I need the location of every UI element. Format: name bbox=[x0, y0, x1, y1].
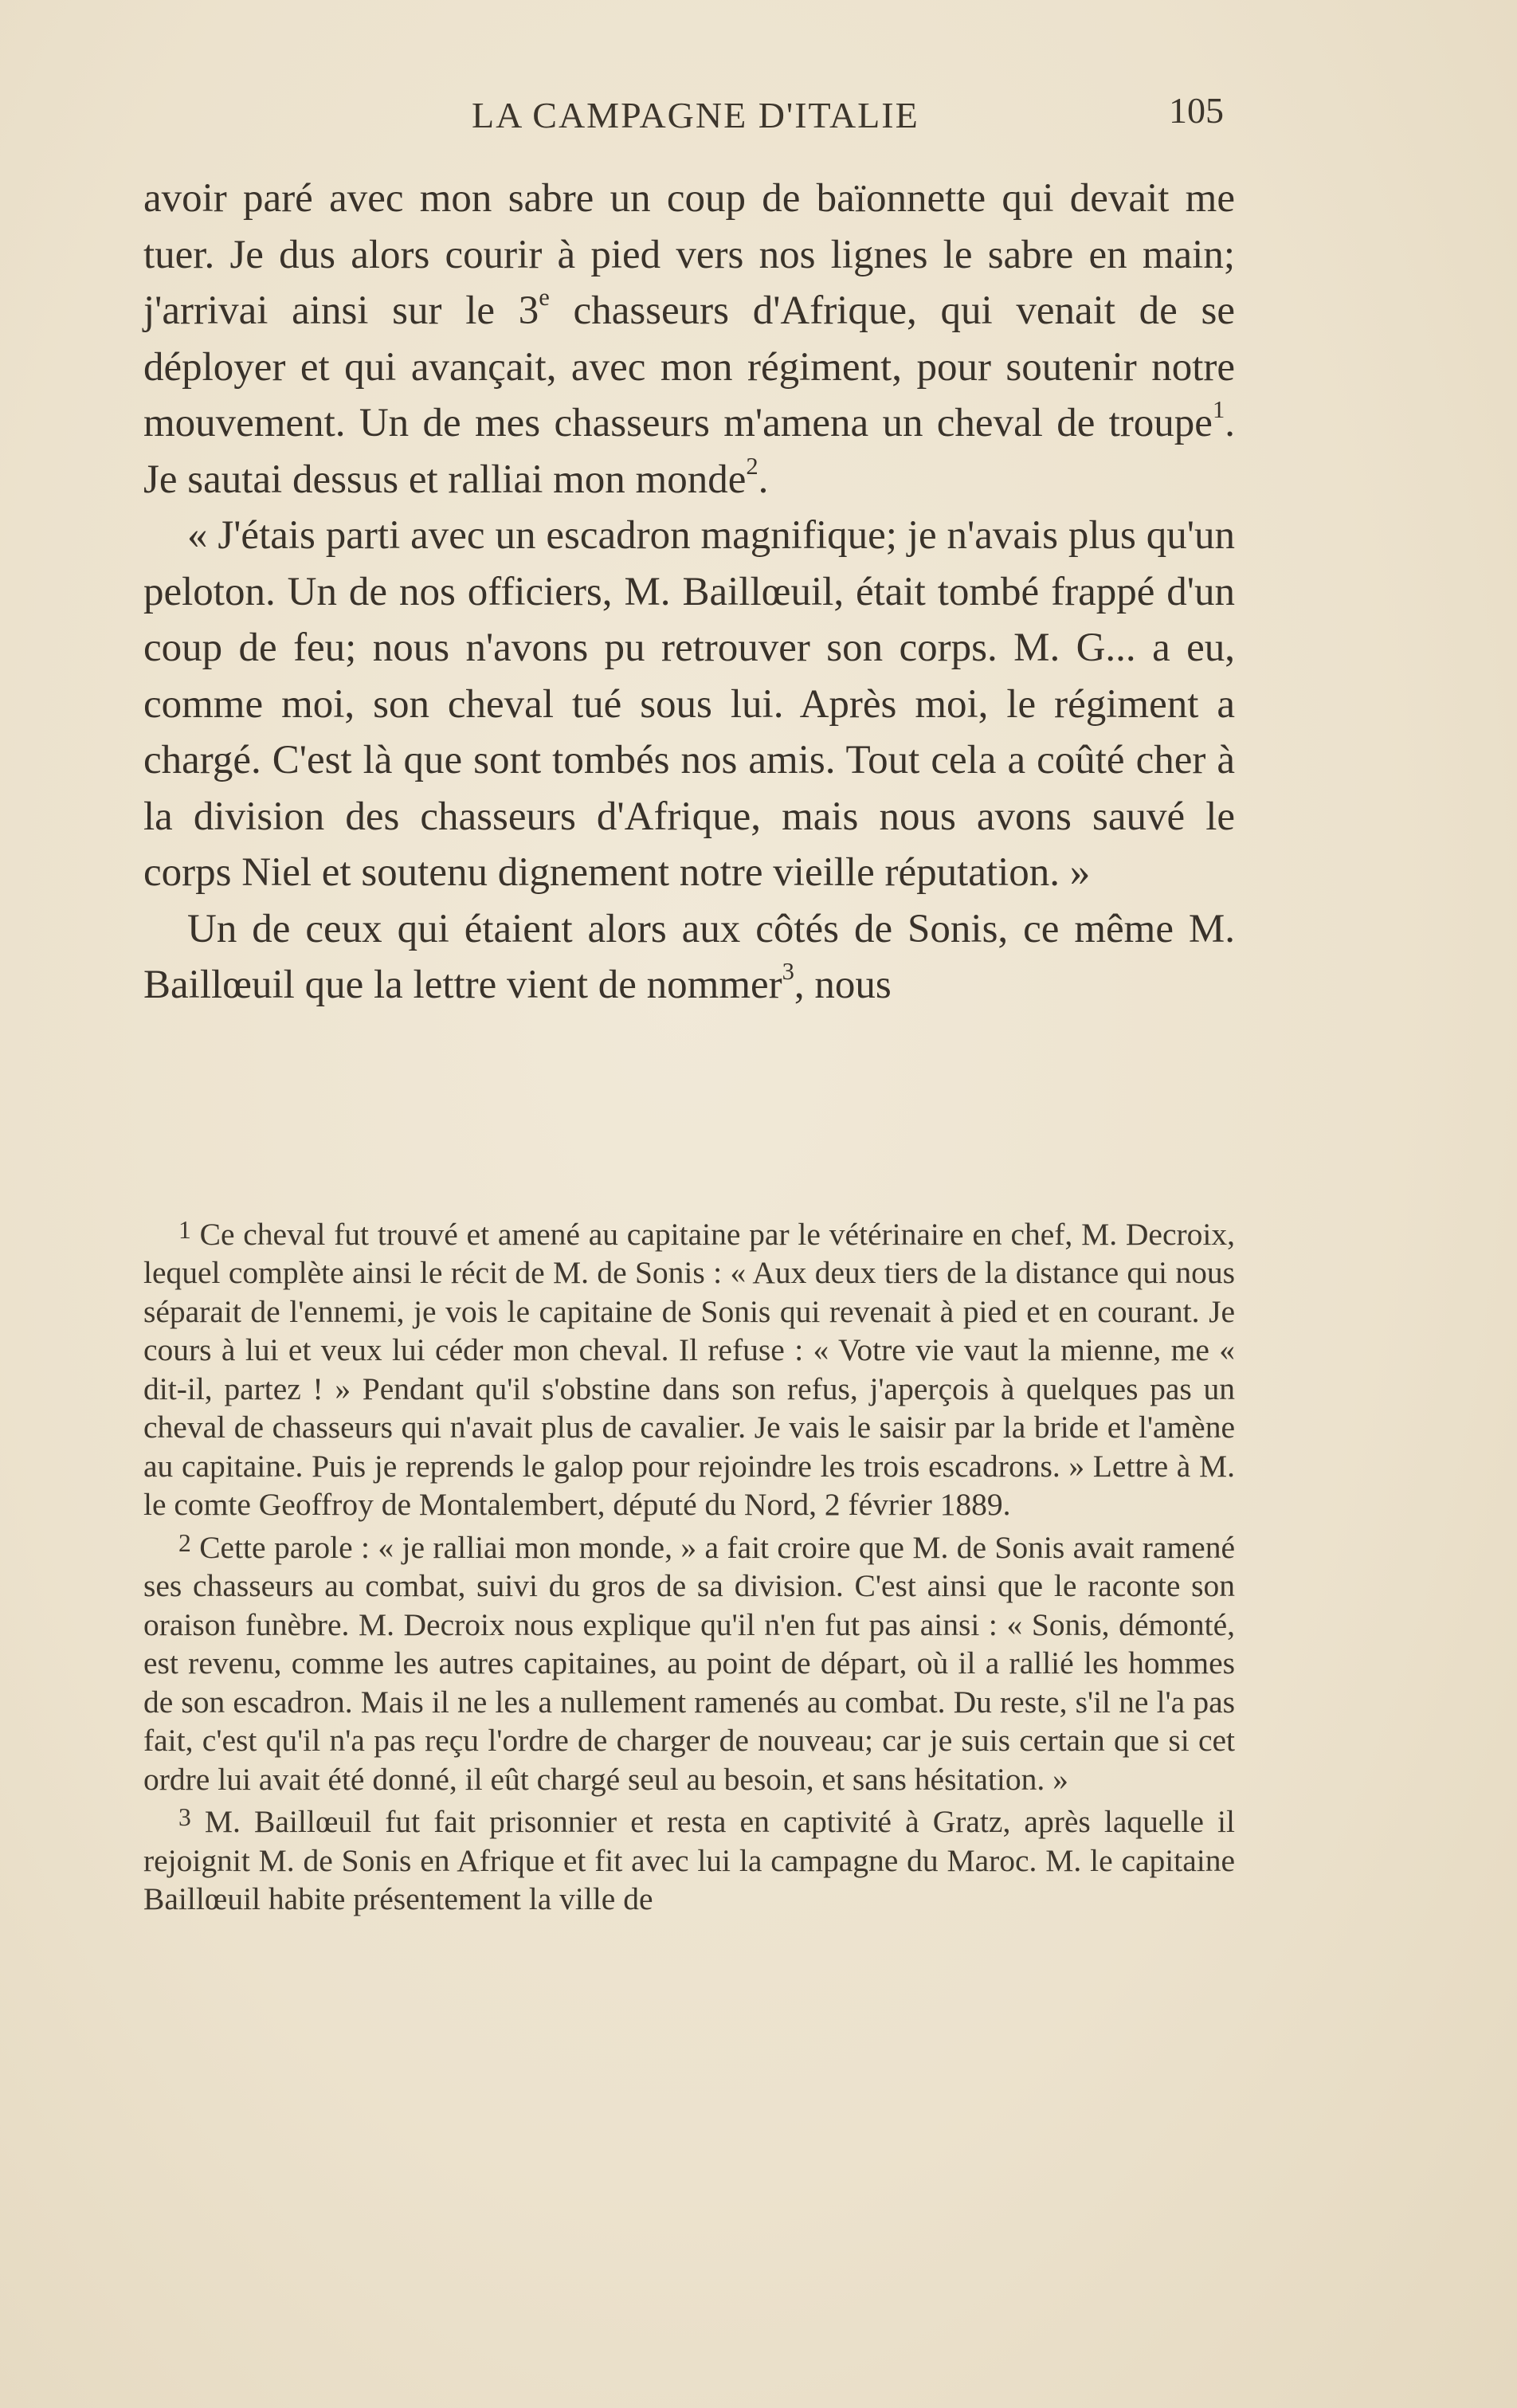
footnote-text: Ce cheval fut trouvé et amené au capitaine par le vétérinaire en chef, M. Decroix, lequel complète ainsi le récit de M. de Sonis : « Aux deux tiers de la distance qui nous séparait de l'ennemi, je vois le capitaine de Sonis qui revenait à pied et en courant. Je cours à lui et veux lui céder mon cheval. Il refuse : « Votre vie vaut la mienne, me « dit-il, partez ! » Pendant qu'il s'obstine dans son refus, j'aperçois à quelques pas un cheval de chasseurs qui n'avait plus de cavalier. Je vais le saisir par la bride et l'amène au capitaine. Puis je reprends le galop pour rejoindre les trois escadrons. » Lettre à M. le comte Geoffroy de Montalembert, député du Nord, 2 février 1889. bbox=[143, 1216, 1235, 1523]
footnote-marker: 2 bbox=[178, 1528, 191, 1557]
footnote-marker: 1 bbox=[178, 1216, 191, 1244]
text-span: . Je sautai dessus et ralliai mon monde bbox=[143, 401, 1235, 502]
footnote-marker: 3 bbox=[178, 1803, 191, 1832]
paragraph-2: « J'étais parti avec un escadron magnifique; je n'avais plus qu'un peloton. Un de nos officiers, M. Baillœuil, était tombé frappé d'un coup de feu; nous n'avons pu retrouver son corps. M. G... a eu, comme moi, son cheval tué sous lui. Après moi, le régiment a chargé. C'est là que sont tombés nos amis. Tout cela a coûté cher à la division des chasseurs d'Afrique, mais nous avons sauvé le corps Niel et soutenu dignement notre vieille réputation. » bbox=[143, 513, 1235, 895]
footnote-ref-2: 2 bbox=[746, 452, 758, 480]
footnote-1 bbox=[143, 1211, 1235, 1524]
text-span: avoir paré avec mon sabre un coup de baïonnette qui devait me tuer. Je dus alors courir à pied vers nos lignes le sabre en main; j'arrivai ainsi sur le 3 bbox=[143, 176, 1235, 333]
text-span: chasseurs d'Afrique, qui venait de se déployer et qui avançait, avec mon régiment, pour soutenir notre mouvement. Un de mes chasseurs m'amena un cheval de troupe bbox=[143, 288, 1235, 445]
footnote-ref-1: 1 bbox=[1212, 396, 1225, 424]
footnote-ref-3: 3 bbox=[782, 958, 794, 986]
footnote-text: M. Baillœuil fut fait prisonnier et resta en captivité à Gratz, après laquelle il rejoignit M. de Sonis en Afrique et fit avec lui la campagne du Maroc. M. le capitaine Baillœuil habite présentement la ville de bbox=[143, 1804, 1235, 1917]
running-head bbox=[143, 90, 1235, 150]
footnote-2 bbox=[143, 1524, 1235, 1798]
footnotes bbox=[143, 1211, 1235, 1919]
text-span: . bbox=[758, 457, 769, 502]
text-span: Un de ceux qui étaient alors aux côtés de Sonis, ce même M. Baillœuil que la lettre vient de nommer bbox=[143, 906, 1235, 1007]
running-title: LA CAMPAGNE D'ITALIE bbox=[472, 95, 919, 135]
footnote-3 bbox=[143, 1798, 1235, 1918]
page-number: 105 bbox=[1169, 90, 1224, 131]
text-span: , nous bbox=[794, 963, 892, 1007]
footnote-text: Cette parole : « je ralliai mon monde, » a fait croire que M. de Sonis avait ramené ses chasseurs au combat, suivi du gros de sa division. C'est ainsi que le raconte son oraison funèbre. M. Decroix nous explique qu'il n'en fut pas ainsi : « Sonis, démonté, est revenu, comme les autres capitaines, au point de départ, où il a rallié les hommes de son escadron. Mais il ne les a nullement ramenés au combat. Du reste, s'il ne l'a pas fait, c'est qu'il n'a pas reçu l'ordre de charger de nouveau; car je suis certain que si cet ordre lui avait été donné, il eût chargé seul au besoin, et sans hésitation. » bbox=[143, 1529, 1235, 1797]
superscript: e bbox=[539, 284, 550, 312]
paragraph-1 bbox=[143, 171, 1235, 508]
paragraph-3 bbox=[143, 901, 1235, 1014]
main-text bbox=[143, 171, 1235, 1014]
